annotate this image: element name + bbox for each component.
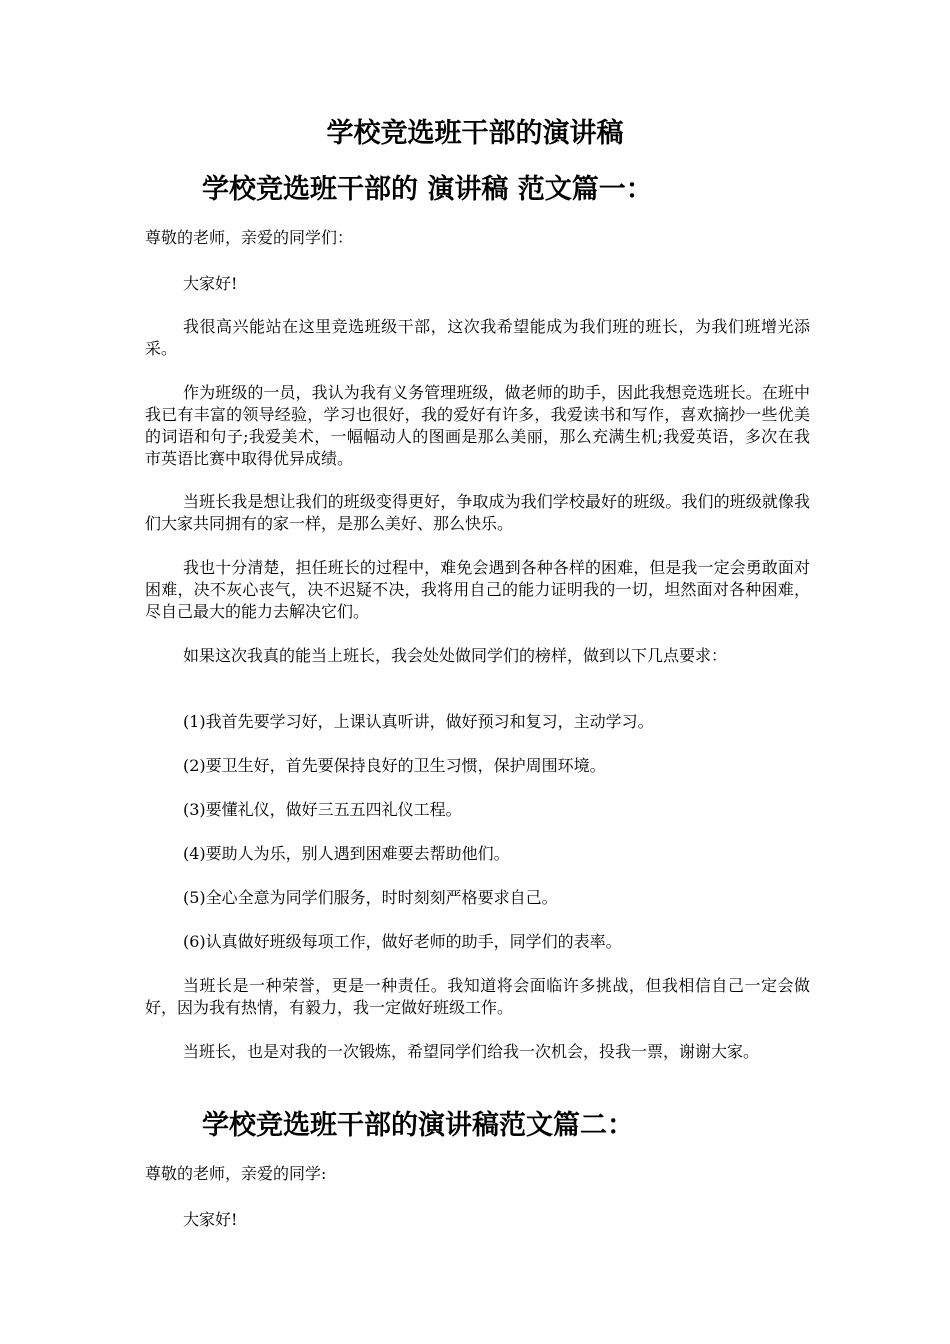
salutation: 尊敬的老师，亲爱的同学们： xyxy=(145,228,354,247)
paragraph-closing: 当班长，也是对我的一次锻炼，希望同学们给我一次机会，投我一票，谢谢大家。 xyxy=(183,1042,760,1061)
paragraph-intro: 我很高兴能站在这里竞选班级干部，这次我希望能成为我们班的班长，为我们班增光添采。 xyxy=(145,317,810,358)
list-item: (2)要卫生好，首先要保持良好的卫生习惯，保护周围环境。 xyxy=(183,756,606,775)
greeting: 大家好! xyxy=(183,1210,238,1229)
salutation: 尊敬的老师，亲爱的同学: xyxy=(145,1164,327,1183)
paragraph-honor: 当班长是一种荣誉，更是一种责任。我知道将会面临许多挑战，但我相信自己一定会做好，因为我有热情，有毅力，我一定做好班级工作。 xyxy=(145,976,810,1017)
section-heading-2: 学校竞选班干部的演讲稿范文篇二： xyxy=(202,1110,634,1141)
list-item: (4)要助人为乐，别人遇到困难要去帮助他们。 xyxy=(183,844,510,863)
list-item: (3)要懂礼仪，做好三五五四礼仪工程。 xyxy=(183,800,462,819)
paragraph-promises-intro: 如果这次我真的能当上班长，我会处处做同学们的榜样，做到以下几点要求： xyxy=(183,646,728,665)
paragraph-goal: 当班长我是想让我们的班级变得更好，争取成为我们学校最好的班级。我们的班级就像我们大家共同拥有的家一样，是那么美好、那么快乐。 xyxy=(145,492,810,533)
paragraph-difficulties: 我也十分清楚，担任班长的过程中，难免会遇到各种各样的困难，但是我一定会勇敢面对困难，决不灰心丧气，决不迟疑不决，我将用自己的能力证明我的一切，坦然面对各种困难，尽自己最大的能力去解决它们。 xyxy=(145,558,810,621)
section-heading-1: 学校竞选班干部的 演讲稿 范文篇一： xyxy=(202,174,653,205)
document-title: 学校竞选班干部的演讲稿 xyxy=(326,118,624,149)
list-item: (6)认真做好班级每项工作，做好老师的助手，同学们的表率。 xyxy=(183,932,622,951)
list-item: (5)全心全意为同学们服务，时时刻刻严格要求自己。 xyxy=(183,888,558,907)
list-item: (1)我首先要学习好，上课认真听讲，做好预习和复习，主动学习。 xyxy=(183,712,654,731)
paragraph-qualifications: 作为班级的一员，我认为我有义务管理班级，做老师的助手，因此我想竞选班长。在班中我已有丰富的领导经验，学习也很好，我的爱好有许多，我爱读书和写作，喜欢摘抄一些优美的词语和句子;我爱美术，一幅幅动人的图画是那么美丽，那么充满生机;我爱英语，多次在我市英语比赛中取得优异成绩。 xyxy=(145,383,810,468)
greeting: 大家好! xyxy=(183,274,238,293)
